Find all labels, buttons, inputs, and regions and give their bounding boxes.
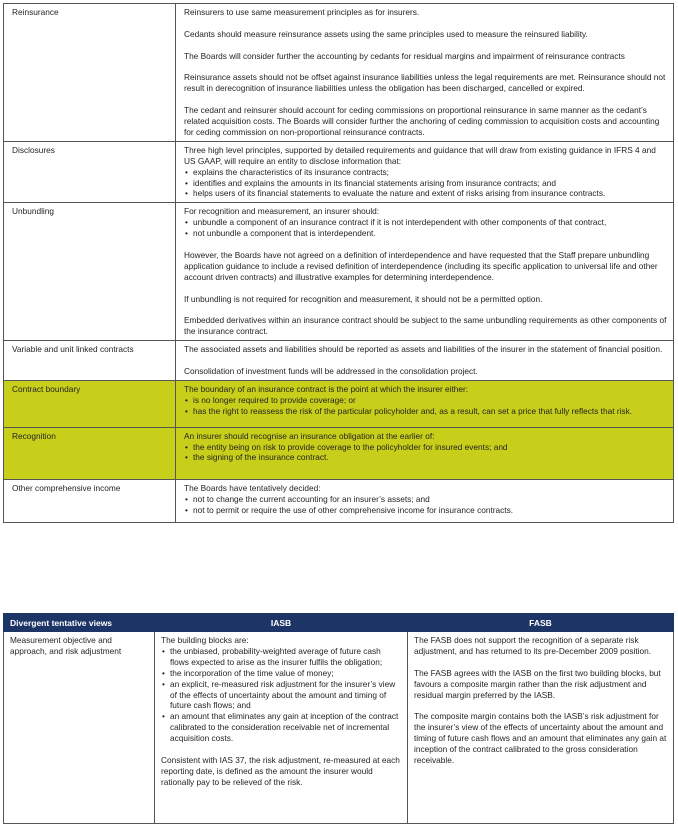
fasb-cell xyxy=(408,632,674,824)
paragraph: If unbundling is not required for recognition and measurement, it should not be a permitted option. xyxy=(184,293,543,304)
row-measurement xyxy=(4,632,674,824)
bullet-item: • unbundle a component of an insurance contract if it is not interdependent with other components of that contract, xyxy=(184,217,667,228)
intro-text: The building blocks are: xyxy=(161,635,249,645)
row-unbundling xyxy=(4,203,674,341)
row-reinsurance xyxy=(4,4,674,142)
header-iasb: IASB xyxy=(155,614,408,632)
row-content xyxy=(176,141,674,203)
bullet-item: • the signing of the insurance contract. xyxy=(184,452,667,463)
bullet-item: • the incorporation of the time value of money; xyxy=(161,668,401,679)
bullet-item: • an amount that eliminates any gain at inception of the contract calibrated to the consideration receivable net of incremental acquisition costs. xyxy=(161,711,401,744)
intro-text: For recognition and measurement, an insurer should: xyxy=(184,206,380,217)
row-variable-unit-linked xyxy=(4,341,674,381)
header-divergent-views: Divergent tentative views xyxy=(4,614,155,632)
row-label: Other comprehensive income xyxy=(4,480,176,523)
paragraph: Consolidation of investment funds will be addressed in the consolidation project. xyxy=(184,365,478,376)
row-content xyxy=(176,427,674,480)
row-label: Reinsurance xyxy=(4,4,176,142)
row-content xyxy=(176,480,674,523)
bullet-item: • identifies and explains the amounts in its financial statements arising from insurance contracts; and xyxy=(184,178,667,189)
bullet-item: • an explicit, re-measured risk adjustment for the insurer’s view of the effects of uncertainty about the amount and timing of future cash flows; and xyxy=(161,679,401,712)
paragraph: Consistent with IAS 37, the risk adjustment, re-measured at each reporting date, is defined as the amount the insurer would rationally pay to be relieved of the risk. xyxy=(161,754,400,787)
bullet-list xyxy=(184,494,667,516)
row-label: Measurement objective and approach, and risk adjustment xyxy=(4,632,155,824)
row-label: Disclosures xyxy=(4,141,176,203)
paragraph: Reinsurance assets should not be offset against insurance liabilities unless the legal requirements are met. Reinsurance should not result in derecognition of insurance liabilities unless the obligation has been discharged, cancelled or expired. xyxy=(184,72,666,94)
header-row xyxy=(4,614,674,632)
row-label: Contract boundary xyxy=(4,380,176,427)
intro-text: An insurer should recognise an insurance obligation at the earlier of: xyxy=(184,430,435,441)
bullet-list xyxy=(184,167,667,200)
row-other-comprehensive-income xyxy=(4,480,674,523)
bullet-item: • the unbiased, probability-weighted average of future cash flows expected to arise as the insurer fulfils the obligation; xyxy=(161,646,401,668)
paragraph: The associated assets and liabilities should be reported as assets and liabilities of the insurer in the statement of financial position. xyxy=(184,344,663,355)
paragraph: Cedants should measure reinsurance assets using the same principles used to measure the reinsured liability. xyxy=(184,28,588,39)
paragraph: The composite margin contains both the IASB’s risk adjustment for the insurer’s view of the effects of uncertainty about the amount and timing of future cash flows and an amount that eliminates any gain at inception of the contract calibrated to the gross consideration receivable. xyxy=(414,711,667,765)
paragraph: Reinsurers to use same measurement principles as for insurers. xyxy=(184,7,420,17)
header-fasb: FASB xyxy=(408,614,674,632)
paragraph: The FASB does not support the recognition of a separate risk adjustment, and has returned to its pre-December 2009 position. xyxy=(414,635,652,656)
bullet-list xyxy=(184,217,667,239)
row-content xyxy=(176,380,674,427)
paragraph: The Boards will consider further the accounting by cedants for residual margins and impairment of reinsurance contracts xyxy=(184,50,625,61)
row-content xyxy=(176,4,674,142)
row-content xyxy=(176,203,674,341)
bullet-item: • has the right to reassess the risk of the particular policyholder and, as a result, can set a price that fully reflects that risk. xyxy=(184,406,667,417)
bullet-item: • is no longer required to provide coverage; or xyxy=(184,395,667,406)
intro-text: The Boards have tentatively decided: xyxy=(184,483,321,494)
intro-text: The boundary of an insurance contract is the point at which the insurer either: xyxy=(184,383,469,394)
bullet-item: • helps users of its financial statements to evaluate the nature and extent of risks arising from insurance contracts. xyxy=(184,188,667,199)
row-content xyxy=(176,341,674,381)
paragraph: Embedded derivatives within an insurance contract should be subject to the same unbundling requirements as other components of the insurance contract. xyxy=(184,315,667,337)
bullet-item: • not unbundle a component that is interdependent. xyxy=(184,228,667,239)
paragraph: Three high level principles, supported by detailed requirements and guidance that will draw from existing guidance in IFRS 4 and US GAAP, will require an entity to disclose information that: xyxy=(184,144,656,166)
row-label: Recognition xyxy=(4,427,176,480)
bullet-list xyxy=(184,442,667,464)
divergent-views-table xyxy=(3,613,674,824)
bullet-item: • not to change the current accounting for an insurer’s assets; and xyxy=(184,494,667,505)
iasb-cell xyxy=(155,632,408,824)
bullet-item: • explains the characteristics of its insurance contracts; xyxy=(184,167,667,178)
row-label: Variable and unit linked contracts xyxy=(4,341,176,381)
row-recognition xyxy=(4,427,674,480)
paragraph: The FASB agrees with the IASB on the first two building blocks, but favours a composite margin rather than the risk adjustment and residual margin preferred by the IASB. xyxy=(414,667,661,700)
bullet-list xyxy=(161,646,401,744)
decisions-table xyxy=(3,3,674,523)
row-label: Unbundling xyxy=(4,203,176,341)
bullet-list xyxy=(184,395,667,417)
row-contract-boundary xyxy=(4,380,674,427)
paragraph: The cedant and reinsurer should account for ceding commissions on proportional reinsurance in same manner as the cedant’s related acquisition costs. The Boards will consider further the anchoring of ceding commission to acquisition costs and accounting for ceding commission on non-proportional reinsurance contracts. xyxy=(184,105,660,137)
row-disclosures xyxy=(4,141,674,203)
paragraph: However, the Boards have not agreed on a definition of interdependence and have requested that the Staff prepare unbundling application guidance to include a revised definition of interdependence (including its specific application to universal life and other account driven contracts) and illustrative examples for determining interdependence. xyxy=(184,249,658,282)
bullet-item: • the entity being on risk to provide coverage to the policyholder for insured events; and xyxy=(184,442,667,453)
bullet-item: • not to permit or require the use of other comprehensive income for insurance contracts. xyxy=(184,505,667,516)
